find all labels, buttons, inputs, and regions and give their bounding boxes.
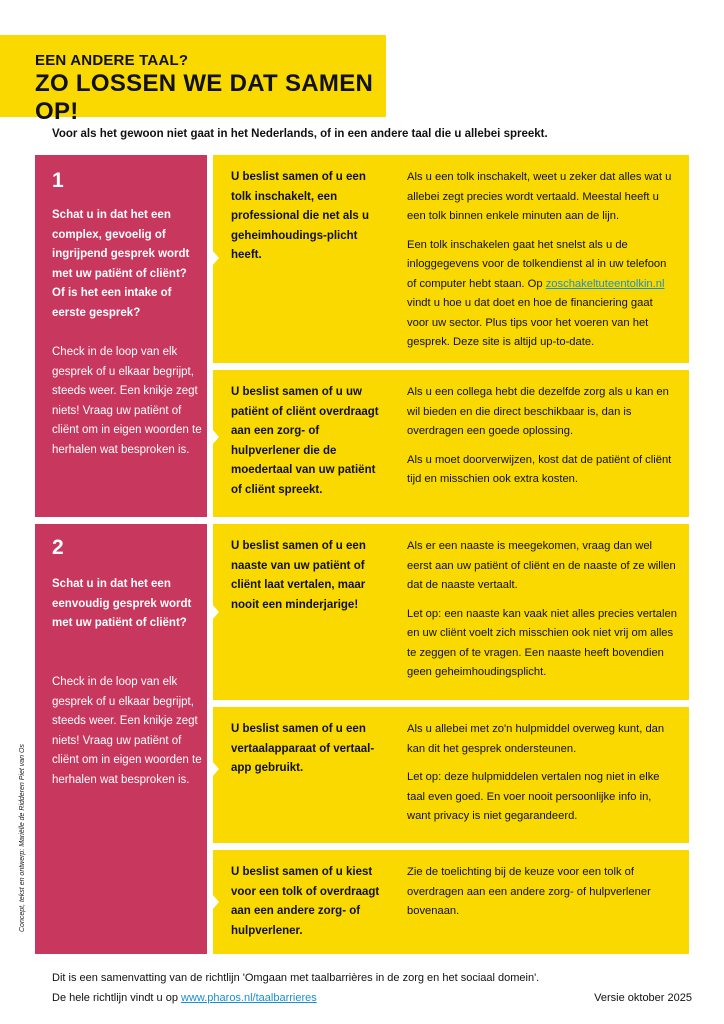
side-credit: Concept, tekst en ontwerp: Mariëlle de Ridderen Piet van Os <box>19 744 26 932</box>
arrow-marker <box>212 894 219 910</box>
option-paragraph: Zie de toelichting bij de keuze voor een tolk of overdragen aan een andere zorg- of hulpverlener bovenaan. <box>407 866 651 917</box>
footer <box>52 968 692 1008</box>
option-title: U beslist samen of u uw patiënt of cliënt overdraagt aan een zorg- of hulpverlener die de moedertaal van uw patiënt of cliënt spreekt. <box>231 386 379 496</box>
option-description <box>407 537 677 683</box>
version-label: Versie oktober 2025 <box>594 992 692 1004</box>
option-paragraph: Als er een naaste is meegekomen, vraag dan wel eerst aan uw patiënt of cliënt en de naaste of ze willen dat de naaste vertaalt. <box>407 540 676 591</box>
option-title: U beslist samen of u kiest voor een tolk of overdraagt aan een andere zorg- of hulpverlener. <box>231 866 380 937</box>
option-title: U beslist samen of u een tolk inschakelt, een professional die net als u geheimhoudings-plicht heeft. <box>231 171 370 261</box>
tolk-site-link[interactable]: zoschakeltuteentolkin.nl <box>545 277 665 290</box>
option-tolk-card <box>213 155 689 363</box>
option-description <box>407 720 677 827</box>
option-description <box>407 383 677 490</box>
intro-text: Voor als het gewoon niet gaat in het Nederlands, of in een andere taal die u allebei spreekt. <box>52 128 548 140</box>
option-overdragen-card <box>213 370 689 517</box>
footer-summary: Dit is een samenvatting van de richtlijn 'Omgaan met taalbarrières in de zorg en het sociaal domein'. <box>52 972 540 984</box>
arrow-marker <box>212 250 219 266</box>
footer-link-line: De hele richtlijn vindt u op www.pharos.nl/taalbarrieres <box>52 992 317 1004</box>
option-paragraph: Een tolk inschakelen gaat het snelst als u de inloggegevens voor de tolkendienst al in uw telefoon of computer hebt staan. Op zoschakeltuteentolkin.nl vindt u hoe u dat doet en hoe de financiering gaat voor uw sector. Plus tips voor het voeren van het gesprek. Deze site is altijd up-to-date. <box>407 238 667 348</box>
section-2-check: Check in de loop van elk gesprek of u elkaar begrijpt, steeds weer. Een knikje zegt niets! Vraag uw patiënt of cliënt om in eigen woorden te herhalen wat besproken is. <box>52 676 202 786</box>
page-title: ZO LOSSEN WE DAT SAMEN OP! <box>35 70 374 125</box>
arrow-marker <box>212 429 219 445</box>
option-tolk-of-overdragen-card <box>213 850 689 954</box>
option-paragraph: Als u een collega hebt die dezelfde zorg als u kan en wil bieden en die direct beschikbaar is, dan is overdragen een goede oplossing. <box>407 386 669 437</box>
section-1-question: Schat u in dat het een complex, gevoelig of ingrijpend gesprek wordt met uw patiënt of cliënt? Of is het een intake of eerste gesprek? <box>52 209 190 319</box>
option-paragraph: Als u moet doorverwijzen, kost dat de patiënt of cliënt tijd en misschien ook extra kosten. <box>407 453 672 485</box>
section-1-number: 1 <box>52 169 64 192</box>
option-description <box>407 863 677 922</box>
arrow-marker <box>212 604 219 620</box>
option-paragraph: Als u een tolk inschakelt, weet u zeker dat alles wat u allebei zegt precies wordt vertaald. Meestal heeft u een tolk binnen enkele minuten aan de lijn. <box>407 171 672 222</box>
option-vertaalapp-card <box>213 707 689 843</box>
section-1-check: Check in de loop van elk gesprek of u elkaar begrijpt, steeds weer. Een knikje zegt niets! Vraag uw patiënt of cliënt om in eigen woorden te herhalen wat besproken is. <box>52 346 202 456</box>
option-description <box>407 168 677 353</box>
header-banner <box>0 35 386 125</box>
option-paragraph: Let op: een naaste kan vaak niet alles precies vertalen en uw cliënt voelt zich misschien ook niet vrij om alles te zeggen of te vragen. Een naaste heeft bovendien geen geheimhoudingsplicht. <box>407 607 677 678</box>
option-title: U beslist samen of u een naaste van uw patiënt of cliënt laat vertalen, maar nooit een minderjarige! <box>231 540 366 611</box>
option-naaste-card <box>213 524 689 700</box>
option-paragraph: Als u allebei met zo'n hulpmiddel overweg kunt, dan kan dit het gesprek ondersteunen. <box>407 723 665 755</box>
header-subtitle: EEN ANDERE TAAL? <box>35 52 189 69</box>
pharos-link[interactable]: www.pharos.nl/taalbarrieres <box>181 992 317 1004</box>
option-paragraph: Let op: deze hulpmiddelen vertalen nog niet in elke taal even goed. En voer nooit persoonlijke info in, want privacy is niet gegarandeerd. <box>407 771 660 822</box>
section-2-panel <box>35 524 207 954</box>
option-title: U beslist samen of u een vertaalapparaat of vertaal-app gebruikt. <box>231 723 375 774</box>
section-2-question: Schat u in dat het een eenvoudig gesprek wordt met uw patiënt of cliënt? <box>52 578 192 629</box>
arrow-marker <box>212 761 219 777</box>
section-1-panel <box>35 155 207 517</box>
section-2-number: 2 <box>52 536 64 559</box>
